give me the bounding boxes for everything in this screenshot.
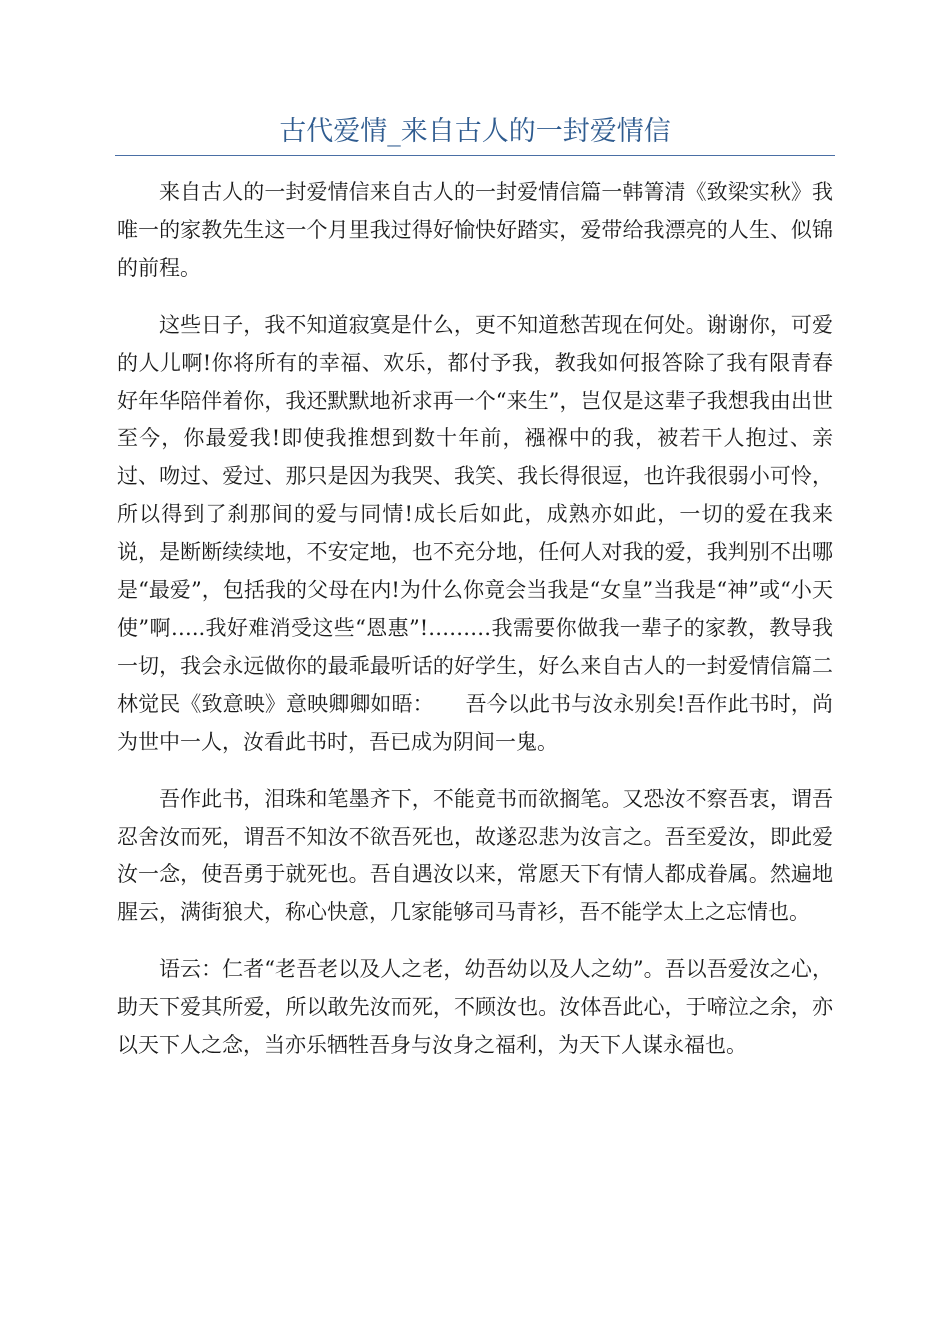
- title-underline: [115, 155, 835, 156]
- document-title: 古代爱情_来自古人的一封爱情信: [279, 116, 671, 147]
- paragraph-3: 吾作此书，泪珠和笔墨齐下，不能竟书而欲搁笔。又恐汝不察吾衷，谓吾忍舍汝而死，谓吾不知汝不欲吾死也，故遂忍悲为汝言之。吾至爱汝，即此爱汝一念，使吾勇于就死也。吾自遇汝以来，常愿天下有情人都成眷属。然遍地腥云，满街狼犬，称心快意，几家能够司马青衫，吾不能学太上之忘情也。: [117, 786, 833, 925]
- paragraph-4: 语云：仁者“老吾老以及人之老，幼吾幼以及人之幼”。吾以吾爱汝之心，助天下爱其所爱，所以敢先汝而死，不顾汝也。汝体吾此心，于啼泣之余，亦以天下人之念，当亦乐牺牲吾身与汝身之福利，为天下人谋永福也。: [117, 957, 833, 1058]
- document-body: [117, 174, 833, 1084]
- paragraph-2: 这些日子，我不知道寂寞是什么，更不知道愁苦现在何处。谢谢你，可爱的人儿啊!你将所有的幸福、欢乐，都付予我，教我如何报答除了我有限青春好年华陪伴着你，我还默默地祈求再一个“来生”，岂仅是这辈子我想我由出世至今，你最爱我!即使我推想到数十年前，襁褓中的我，被若干人抱过、亲过、吻过、爱过、那只是因为我哭、我笑、我长得很逗，也许我很弱小可怜，所以得到了刹那间的爱与同情!成长后如此，成熟亦如此，一切的爱在我来说，是断断续续地，不安定地，也不充分地，任何人对我的爱，我判别不出哪是“最爱”，包括我的父母在内!为什么你竟会当我是“女皇”当我是“神”或“小天使”啊…..我好难消受这些“恩惠”!………我需要你做我一辈子的家教，教导我一切，我会永远做你的最乖最听话的好学生，好么来自古人的一封爱情信篇二林觉民《致意映》意映卿卿如晤： 吾今以此书与汝永别矣!吾作此书时，尚为世中一人，汝看此书时，吾已成为阴间一鬼。: [117, 312, 833, 754]
- paragraph-1: 来自古人的一封爱情信来自古人的一封爱情信篇一韩箐清《致梁实秋》我唯一的家教先生这一个月里我过得好愉快好踏实，爱带给我漂亮的人生、似锦的前程。: [117, 180, 833, 280]
